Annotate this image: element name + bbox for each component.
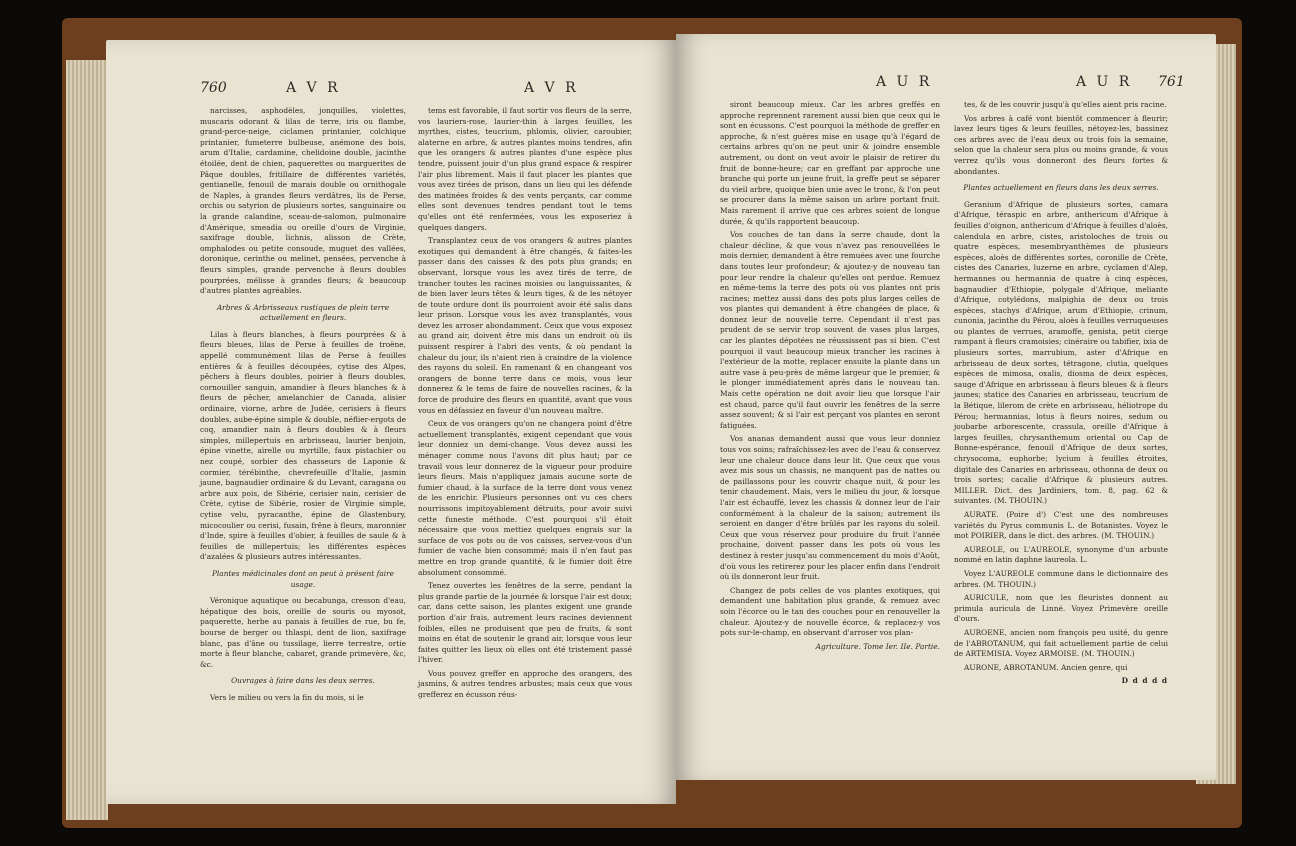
paragraph: Ceux de vos orangers qu'on ne changera point d'être actuellement transplantés, exigent cependant que vous leur donniez un demi-change. Vous devez aussi les ménager comme nous l'avons dit plus haut; par ce travail vous leur donnerez de la vigueur pour produire leurs fleurs. Mais n'appliquez jamais aucune sorte de fumier chaud, à la surface de la terre dont vous venez de les enrichir. Plusieurs personnes ont vu ces chers nourrissons impitoyablement détruits, pour avoir suivi cette funeste méthode. C'est pourquoi s'il étoit nécessaire que vous mettiez quelques engrais sur la surface de vos pots ou de vos caisses, servez-vous d'un fumier de vache bien consommé; mais il n'en faut pas mettre en trop grande quantité, & le fumier doit être absolument consommé. <box>418 419 632 577</box>
section-heading: Plantes médicinales dont on peut à présent faire usage. <box>211 568 395 589</box>
paragraph: Vos ananas demandent aussi que vous leur donniez tous vos soins; rafraîchissez-les avec de l'eau & conservez leur une chaleur douce dans leur lit. Que ceux que vous avez mis sous un chassis, ne manquent pas de nattes ou de paillassons pour les couvrir chaque nuit, & pour les tenir chaudement. Mais, vers le milieu du jour, & lorsque l'air est échauffé, levez les chassis & donnez leur de l'air conformément à la chaleur de la saison; autrement ils seroient en danger d'être brûlés par les rayons du soleil. Ceux que vous réservez pour produire du fruit l'année prochaine, doivent passer dans les pots où vous les destinez à rester jusqu'au commencement du mois d'Août, d'où vous les retirerez pour les placer enfin dans l'endroit où ils donneront leur fruit. <box>720 434 940 582</box>
section-heading: Ouvrages à faire dans les deux serres. <box>231 676 375 686</box>
paragraph: Vous pouvez greffer en approche des orangers, des jasmins, & autres tendres arbustes; mais ceux que vous grefferez en écusson réus- <box>418 668 632 700</box>
paragraph: Vos arbres à café vont bientôt commencer à fleurir; lavez leurs tiges & leurs feuilles, nétoyez-les, bassinez ces arbres avec de l'eau deux ou trois fois la semaine, selon que la chaleur sera plus ou moins grande, & vous verrez qu'ils vous donneront des fleurs fortes & abondantes. <box>954 113 1168 176</box>
paragraph: Tenez ouvertes les fenêtres de la serre, pendant la plus grande partie de la journée & lorsque l'air est doux; car, dans cette saison, les plantes exigent une grande portion d'air frais, autrement leurs racines deviennent foibles, elles ne produisent que peu de fruits, & sont moins en état de soutenir le grand air, lorsque vous leur faites quitter les lieux où elles ont été tristement passé l'hiver. <box>418 581 632 665</box>
page-footer: Agriculture. Tome Ier. IIe. Partie. <box>815 641 940 651</box>
paragraph: siront beaucoup mieux. Car les arbres greffés en approche reprennent rarement aussi bien que ceux qui le sont en écussons. C'est pourquoi la méthode de greffer en approche, & n'est guères mise en usage qu'à l'égard de certains arbres qu'on ne peut unir & joindre ensemble autrement, ou dont on veut avoir le plaisir de retirer du fruit de bonne-heure; car en greffant par approche une branche qui porte un jeune fruit, la greffe peut se séparer du vieil arbre, quoique bien unie avec le tronc, & l'on peut se procurer dans la même saison un arbre portant fruit. Mais rarement il arrive que ces arbres soient de longue durée, & qu'ils rapportent beaucoup. <box>720 100 940 226</box>
paragraph: Vers le milieu ou vers la fin du mois, si le <box>210 692 364 702</box>
paragraph: Changez de pots celles de vos plantes exotiques, qui demandent une habitation plus grande, & remuez avec soin l'écorce ou le tan des couches pour en renouveller la chaleur. Ajoutez-y de nouvelle écorce, & replacez-y vos pots sur-le-champ, en observant d'arroser vos plan- <box>720 585 940 638</box>
dictionary-entry: AUREOLE, ou L'AUREOLE, synonyme d'un arbuste nommé en latin daphne laureola. L. <box>954 544 1168 565</box>
paragraph: tes, & de les couvrir jusqu'à qu'elles aient pris racine. <box>964 100 1167 109</box>
paragraph: Transplantez ceux de vos orangers & autres plantes exotiques qui demandent à être changés, & faites-les passer dans des caisses & des pots plus grands; en observant, lorsque vous les avez tirés de terre, de trancher toutes les racines moisies ou languissantes, & de bien laver leurs têtes & leurs tiges, & de les nétoyer de toute ordure dont ils pourroient avoir été salis dans leur prison. Lorsque vous les avez transplantés, vous devez les arroser abondamment. Ceux que vous exposez au grand air, doivent être mis dans un endroit où ils puissent respirer à l'abri des vents, & où pendant la chaleur du jour, ils n'aient rien à craindre de la violence des rayons du soleil. En ramenant & en changeant vos orangers de bonne terre dans ce mois, vous leur donnerez & le tems de faire de nouvelles racines, & la force de produire des fleurs en quantité, avant que vous vous en défassiez en faveur d'un nouveau maître. <box>418 236 632 415</box>
dictionary-entry: AUROENE, ancien nom françois peu usité, du genre de l'ABROTANUM, qui fait actuellement partie de celui de ARTEMISIA. Voyez ARMOISE. (M. THOUIN.) <box>954 627 1168 659</box>
dictionary-entry: AURICULE, nom que les fleuristes donnent au primula auricula de Linné. Voyez Primevère oreille d'ours. <box>954 593 1168 624</box>
paragraph: Geranium d'Afrique de plusieurs sortes, camara d'Afrique, téraspic en arbre, anthericum d'Afrique à feuilles d'oignon, anthericum d'Afrique à feuilles d'aloès, calendula en arbre, cistes, aristoloches de trois ou quatre espèces, mesembryanthèmes de plusieurs espèces, aloès de différentes sortes, coronille de Crète, cistes des Canaries, luzerne en arbre, cyclamen d'Alep, hermannes ou hermannia de quatre à cinq espèces, bagnaudier d'Ethiopie, polygale d'Afrique, meliante d'Afrique, cotylédons, malpighia de deux ou trois espèces, stachys d'Afrique, arum d'Ethiopie, crinum, cunonia, jacinthe du Pérou, aloès à feuilles verruqueuses ou plantes de verrues, aramoffe, genista, petit cierge rampant à fleurs cramoisies; cinéraire ou tabifier, ixia de plusieurs sortes, marrubium, aster d'Afrique en arbrisseau de deux sortes, tétragone, clutia, quelques espèces de mimosa, oxalis, diosma de deux espèces, sauge d'Afrique en arbrisseau à fleurs bleues & à fleurs jaunes; statice des Canaries en arbrisseau, teucrium de la Bétique, lilerom de crète en arbrisseau, héliotrope du Pérou; hermannias, lotus à fleurs noires, sedum ou joubarbe arborescente, crassula, oreille d'Afrique à larges feuilles, chrysanthemum oriental ou Cap de Bonne-espérance, fenouil d'Afrique de deux sortes, chrysocoma, euphorbe; lycium à feuilles étroites, digitale des Canaries en arbrisseau, othonna de deux ou trois sortes; cacalie d'Afrique & plusieurs autres. MILLER. Dict. des Jardiniers, tom. 8, pag. 62 & suivantes. (M. THOUIN.) <box>954 199 1168 506</box>
signature-mark: D d d d d <box>1121 676 1168 686</box>
left-column-2 <box>418 106 632 704</box>
paragraph: Lilas à fleurs blanches, à fleurs pourprées & à fleurs bleues, lilas de Perse à feuilles de troëne, appellé communément lilas de Perse à feuilles entières & à feuilles découpées, cytise des Alpes, pêchers à fleurs doubles, poirier à fleurs doubles, cornouiller sanguin, amandier à fleurs blanches & à fleurs de pêcher, amelanchier de Canada, alisier ordinaire, viorne, arbre de Judée, cerisiers à fleurs doubles, aube-épine simple & double, néflier-ergots de coq, amandier nain à fleurs doubles & à fleurs simples, millepertuis en arbrisseau, laurier benjoin, épine vinette, airelle ou myrtille, faux pistachier ou nez coupé, sorbier des chasseurs de Laponie & cormier, térébinthe, chevrefeuille d'Italie, jasmin jaune, bagnaudier ordinaire & du Levant, caragana ou arbre aux pois, de Sibérie, cerisier nain, cerisier de Crète, cytise de Sibérie, rosier de Virginie simple, cytise velu, pyracanthe, épine de Glastenbury, micocoulier ou cerisi, fusain, frêne à fleurs, maronnier d'Inde, spire à feuilles d'obier, à feuilles de saule & à feuilles de millepertuis; les différentes espèces d'azalées & plusieurs autres intéressantes. <box>200 329 406 562</box>
dictionary-entry: Voyez L'AUREOLE commune dans le dictionnaire des arbres. (M. THOUIN.) <box>954 568 1168 589</box>
paragraph: narcisses, asphodèles, jonquilles, violettes, muscaris odorant & lilas de terre, iris ou flambe, grand-perce-neige, ciclamen printanier, colchique printanier, fumeterre bulbeuse, anémone des bois, arum d'Italie, cardamine, chelidoine double, jacinthe étoilée, dent de chien, paquerettes ou marguerites de Pâque doubles, fritillaire de différentes variétés, gentianelle, fenouil de marais double ou ornithogale de Naples, à grandes fleurs verdâtres, lis de Perse, orchis ou satyrion de plusieurs sortes, sanguinaire ou la grande calandine, sceau-de-salomon, pulmonaire d'Amérique, smeadia ou oreille d'ours de Virginie, saxifrage double, lichnis, alisson de Crète, omphalodes ou petite consoude, muguet des vallées, doronique, cerinthe ou melinet, pensées, pervenche à fleurs simples, grande pervenche à fleurs doubles pourprées, mélisse à grandes fleurs; & beaucoup d'autres plantes agréables. <box>200 106 406 296</box>
paragraph: Véronique aquatique ou becabunga, cresson d'eau, hépatique des bois, oreille de souris ou myosot, paquerette, herbe au panais à feuilles de rue, bu fe, bourse de berger ou thlaspi, dent de lion, saxifrage blanc, pas d'âne ou tussilage, lierre terrestre, ortie morte à fleur blanche, cabaret, grande primevère, &c, &c. <box>200 596 406 669</box>
running-header: A V R <box>286 80 341 96</box>
running-header: A U R <box>876 74 933 90</box>
page-number: 760 <box>200 80 227 96</box>
section-heading: Plantes actuellement en fleurs dans les deux serres. <box>963 183 1159 193</box>
right-column-1 <box>720 100 940 655</box>
paragraph: tems est favorable, il faut sortir vos fleurs de la serre, vos lauriers-rose, laurier-thin à larges feuilles, les myrthes, cistes, teucrium, phlomis, olivier, caroubier, alaterne en arbre, & autres plantes moins tendres, afin que les orangers & autres plantes d'une espèce plus tendre, puissent jouir d'un plus grand espace & respirer l'air plus librement. Mais il faut placer les plantes que vous avez tirées de prison, dans un lieu qui les défende des matinées froides & des vents perçants, car comme elles sont devenues tendres pendant tout le tems qu'elles ont été renfermées, vous les exposeriez à quelques dangers. <box>418 106 632 232</box>
right-page <box>676 34 1216 780</box>
left-page <box>106 40 676 804</box>
section-heading: Arbres & Arbrisseaux rustiques de plein terre actuellement en fleurs. <box>216 302 390 323</box>
dictionary-entry: AURONE, ABROTANUM. Ancien genre, qui <box>964 662 1128 672</box>
dictionary-entry: AURATE. (Poire d') C'est une des nombreuses variétés du Pyrus communis L. de Botanistes. Voyez le mot POIRIER, dans le dict. des arbres. (M. THOUIN.) <box>954 509 1168 541</box>
left-page-edges <box>66 60 108 820</box>
right-column-2 <box>954 100 1168 690</box>
running-header-col2: A U R <box>1076 74 1133 90</box>
running-header-col2: A V R <box>524 80 579 96</box>
page-number: 761 <box>1158 74 1185 90</box>
left-column-1 <box>200 106 406 706</box>
paragraph: Vos couches de tan dans la serre chaude, dont la chaleur décline, & que vous n'avez pas renouvellées le mois dernier, demandent à être remuées avec une fourche dans toutes leur profondeur; & ajoutez-y de nouveau tan pour leur rendre la chaleur qu'elles ont perdue. Remuez en même-tems la terre des pots où vos plantes ont pris racines; mettez aussi dans des pots plus larges celles de vos plantes qui demandent à être changées de place, & donnez leur de nouvelle terre. Cependant il n'est pas prudent de se servir trop souvent de vases plus larges, car les plantes dépotées ne réussissent pas si bien. C'est pourquoi il vaut beaucoup mieux trancher les racines à l'extérieur de la motte, replacer ensuite la plante dans un autre vase à peu-près de même largeur que le premier, & le plonger immédiatement après dans le nouveau tan. Mais cette opération ne doit avoir lieu que lorsque l'air est chaud, parce qu'il faut ouvrir les fenêtres de la serre assez souvent; & si l'air est perçant vos plantes en seront fatiguées. <box>720 230 940 430</box>
